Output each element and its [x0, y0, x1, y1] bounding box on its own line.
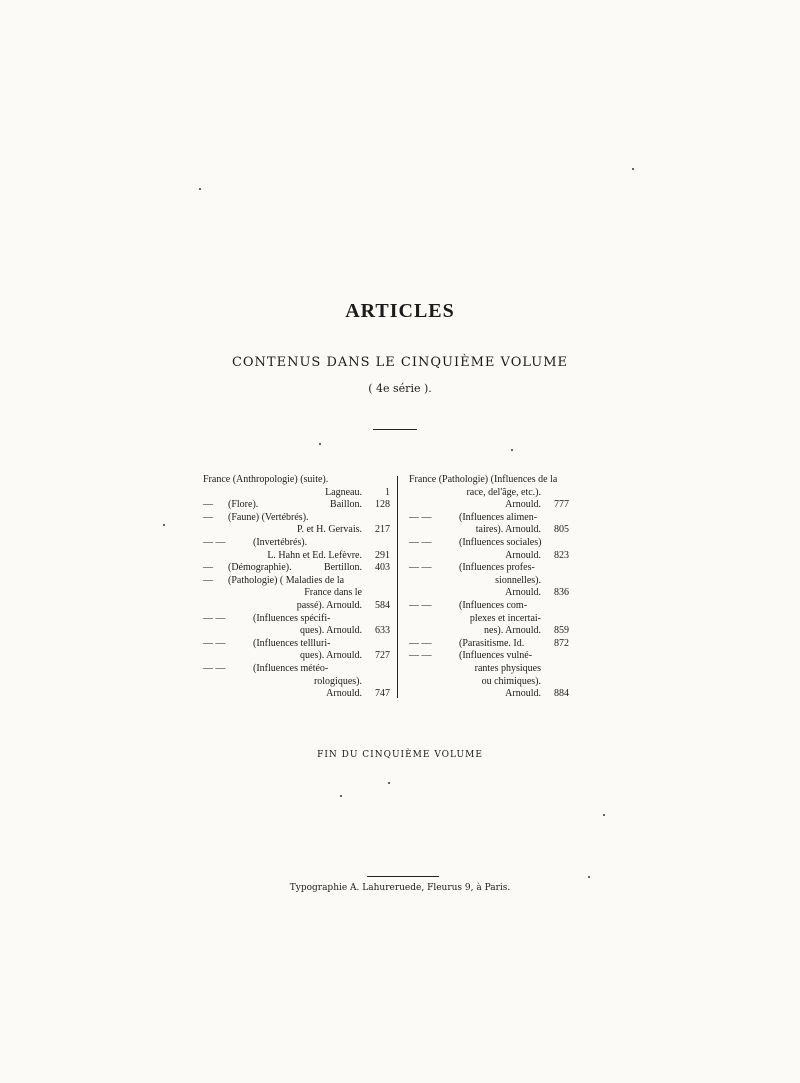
entry-author: rantes physiques — [474, 662, 541, 674]
entry-author: Bertillon. — [323, 562, 362, 574]
entry-title: (Influences météo- — [253, 662, 329, 674]
entry-author: sionnelles). — [495, 574, 541, 586]
toc-line — [409, 613, 569, 626]
scan-speck — [388, 782, 390, 784]
entry-author: ou chimiques). — [481, 675, 541, 687]
entry-author: ques). Arnould. — [300, 625, 362, 637]
toc-line — [409, 537, 569, 550]
entry-title: (Influences alimen- — [459, 511, 538, 523]
scan-speck — [588, 876, 590, 878]
entry-title: France (Anthropologie) (suite). — [203, 474, 329, 485]
toc-line — [409, 499, 569, 512]
toc-line — [203, 524, 390, 537]
toc-line — [409, 575, 569, 588]
entry-title: France (Pathologie) (Influences de la — [409, 474, 558, 485]
entry-author: Arnould. — [326, 688, 362, 700]
toc-line — [409, 587, 569, 600]
page-number: 1 — [385, 486, 390, 498]
toc-line — [409, 512, 569, 525]
scan-speck — [632, 168, 634, 170]
ditto-dash: — — — [409, 650, 432, 662]
entry-author: Baillon. — [330, 499, 362, 511]
entry-author: passé). Arnould. — [296, 599, 362, 611]
left-column — [203, 474, 390, 701]
page-number: 777 — [554, 499, 569, 511]
page-subtitle: CONTENUS DANS LE CINQUIÈME VOLUME — [231, 355, 569, 370]
entry-author: L. Hahn et Ed. Lefèvre. — [267, 549, 362, 561]
ditto-dash: — — [203, 562, 213, 574]
entry-title: (Influences sociales) — [459, 536, 542, 548]
entry-author: nes). Arnould. — [484, 625, 541, 637]
page-number: 291 — [375, 549, 390, 561]
toc-line — [203, 688, 390, 701]
entry-author: Arnould. — [505, 688, 541, 700]
toc-line — [203, 676, 390, 689]
toc-line — [203, 474, 390, 487]
toc-line — [409, 688, 569, 701]
scan-speck — [603, 814, 605, 816]
page-number: 823 — [554, 549, 569, 561]
toc-line — [409, 550, 569, 563]
scan-speck — [319, 443, 321, 445]
entry-author: France dans le — [304, 587, 362, 599]
ditto-dash: — — — [409, 637, 432, 649]
printer-footer: Typographie A. Lahureruede, Fleurus 9, à Paris. — [289, 883, 511, 893]
page-number: 403 — [375, 562, 390, 574]
scan-speck — [511, 449, 513, 451]
entry-author: plexes et incertai- — [469, 612, 541, 624]
entry-title: (Pathologie) ( Maladies de la — [228, 574, 345, 586]
ditto-dash: — — — [203, 536, 226, 548]
toc-line — [409, 676, 569, 689]
toc-line — [409, 625, 569, 638]
toc-line — [203, 537, 390, 550]
scan-speck — [163, 524, 165, 526]
toc-line — [203, 575, 390, 588]
entry-author: Arnould. — [505, 587, 541, 599]
ditto-dash: — — — [203, 637, 226, 649]
toc-line — [203, 550, 390, 563]
page-number: 584 — [375, 599, 390, 611]
page-number: 805 — [554, 524, 569, 536]
page-number: 884 — [554, 688, 569, 700]
entry-title: (Faune) (Vertébrés). — [228, 511, 309, 523]
page-number: 836 — [554, 587, 569, 599]
entry-title: (Influences com- — [459, 599, 528, 611]
entry-title: (Invertébrés). — [253, 536, 308, 548]
right-column — [409, 474, 569, 701]
entry-author: ques). Arnould. — [300, 650, 362, 662]
ditto-dash: — — [203, 499, 213, 511]
entry-title: (Démographie). — [228, 562, 292, 574]
end-note: FIN DU CINQUIÈME VOLUME — [317, 750, 483, 760]
entry-author: Lagneau. — [325, 486, 362, 498]
toc-line — [203, 487, 390, 500]
entry-author: taires). Arnould. — [475, 524, 541, 536]
ditto-dash: — — — [409, 562, 432, 574]
scan-speck — [199, 188, 201, 190]
toc-line — [409, 524, 569, 537]
page-number: 633 — [375, 625, 390, 637]
title-divider — [373, 429, 417, 430]
toc-line — [409, 600, 569, 613]
toc-line — [409, 562, 569, 575]
ditto-dash: — — — [409, 536, 432, 548]
entry-author: Arnould. — [505, 499, 541, 511]
entry-author: race, del'âge, etc.). — [466, 486, 541, 498]
toc-line — [203, 663, 390, 676]
page-number: 217 — [375, 524, 390, 536]
toc-line — [203, 499, 390, 512]
ditto-dash: — — [203, 511, 213, 523]
ditto-dash: — — — [203, 662, 226, 674]
column-divider — [397, 476, 398, 698]
entry-title: (Flore). — [228, 499, 259, 511]
page-number: 859 — [554, 625, 569, 637]
toc-line — [203, 512, 390, 525]
toc-line — [409, 638, 569, 651]
page-number: 747 — [375, 688, 390, 700]
series-label: ( 4e série ). — [368, 382, 432, 395]
toc-line — [203, 562, 390, 575]
ditto-dash: — — — [409, 599, 432, 611]
entry-title: (Parasitisme. Id. — [459, 637, 525, 649]
toc-line — [203, 625, 390, 638]
toc-line — [409, 663, 569, 676]
ditto-dash: — — — [409, 511, 432, 523]
entry-title: (Influences vulné- — [459, 650, 533, 662]
toc-line — [409, 474, 569, 487]
toc-line — [409, 650, 569, 663]
toc-line — [203, 613, 390, 626]
ditto-dash: — — — [203, 612, 226, 624]
toc-line — [203, 600, 390, 613]
toc-line — [203, 638, 390, 651]
entry-author: rologiques). — [313, 675, 362, 687]
entry-author: P. et H. Gervais. — [297, 524, 362, 536]
entry-title: (Influences tellluri- — [253, 637, 331, 649]
page-number: 128 — [375, 499, 390, 511]
entry-author: Arnould. — [505, 549, 541, 561]
footer-divider — [367, 876, 439, 877]
entry-title: (Influences spécifi- — [253, 612, 331, 624]
page-title: ARTICLES — [345, 300, 455, 322]
page-number: 727 — [375, 650, 390, 662]
page-number: 872 — [554, 637, 569, 649]
ditto-dash: — — [203, 574, 213, 586]
toc-line — [203, 587, 390, 600]
toc-line — [409, 487, 569, 500]
scan-speck — [340, 795, 342, 797]
entry-title: (Influences profes- — [459, 562, 535, 574]
toc-line — [203, 650, 390, 663]
